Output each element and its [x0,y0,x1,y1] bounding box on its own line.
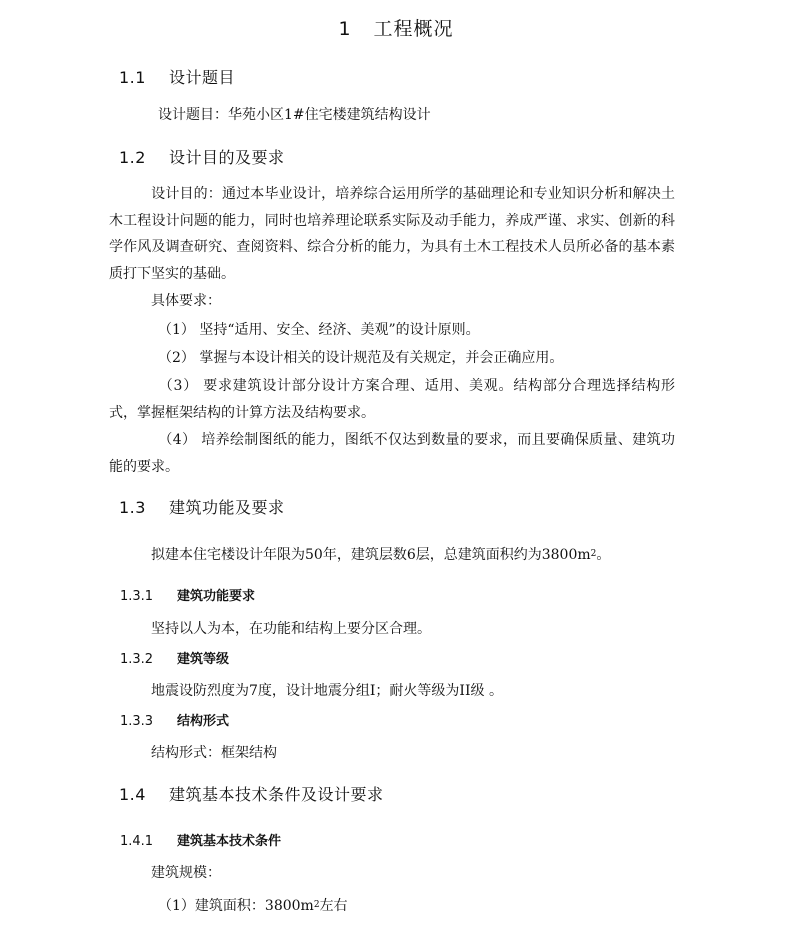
subsection-number: 1.3.1 [120,589,154,604]
building-function-text [151,543,610,567]
building-area-text [158,894,348,918]
area-unit: m [300,898,314,914]
area-unit-superscript: 2 [590,549,597,559]
subsection-1-3-2-heading [120,648,229,667]
subsection-number: 1.4.1 [120,834,154,849]
requirement-item-4-text: （4） 培养绘制图纸的能力，图纸不仅达到数量的要求，而且要确保质量、建筑功能的要求。 [109,432,675,475]
section-title: 建筑基本技术条件及设计要求 [169,785,384,804]
section-title: 设计目的及要求 [169,148,285,167]
building-grade-text: 地震设防烈度为7度，设计地震分组I；耐火等级为II级 。 [151,683,503,699]
sentence-end: 。 [596,547,611,563]
section-1-1-heading [119,65,235,88]
subsection-1-4-1-heading [120,830,281,849]
area-unit-superscript: 2 [313,900,320,910]
design-purpose-paragraph [109,181,675,287]
subsection-1-3-1-heading [120,585,255,604]
structure-form-text: 结构形式：框架结构 [151,745,277,761]
subsection-title: 建筑功能要求 [177,589,256,604]
building-area-prefix: （1）建筑面积：3800 [158,898,301,914]
section-number: 1.3 [119,498,146,517]
building-function-sentence: 拟建本住宅楼设计年限为50年，建筑层数6层，总建筑面积约为3800 [151,547,578,563]
subsection-1-3-3-heading [120,710,229,729]
area-unit: m [577,547,591,563]
function-requirement-text: 坚持以人为本，在功能和结构上要分区合理。 [151,621,431,637]
subsection-number: 1.3.3 [120,714,154,729]
subsection-title: 建筑基本技术条件 [177,834,282,849]
design-topic-text: 设计题目：华苑小区1#住宅楼建筑结构设计 [158,107,431,123]
subsection-title: 建筑等级 [177,652,230,667]
chapter-title-text: 工程概况 [373,18,454,40]
design-purpose-text: 设计目的：通过本毕业设计，培养综合运用所学的基础理论和专业知识分析和解决土木工程设计问题的能力，同时也培养理论联系实际及动手能力，养成严谨、求实、创新的科学作风及调查研究、查阅资料、综合分析的能力，为具有土木工程技术人员所必备的基本素质打下坚实的基础。 [109,186,675,282]
section-1-3-heading [119,495,285,518]
requirement-item-4 [109,427,675,480]
subsection-number: 1.3.2 [120,652,154,667]
section-title: 设计题目 [169,68,236,87]
building-scale-label: 建筑规模： [151,865,221,881]
section-1-4-heading [119,782,384,805]
section-number: 1.4 [119,785,146,804]
section-number: 1.2 [119,148,146,167]
building-area-suffix: 左右 [319,898,348,914]
subsection-title: 结构形式 [177,714,230,729]
section-1-2-heading [119,145,285,168]
requirement-item-3 [109,373,675,426]
section-number: 1.1 [119,68,146,87]
chapter-number: 1 [338,18,352,40]
requirement-item-2: （2） 掌握与本设计相关的设计规范及有关规定，并会正确应用。 [158,350,564,366]
section-title: 建筑功能及要求 [169,498,285,517]
requirement-item-3-text: （3） 要求建筑设计部分设计方案合理、适用、美观。结构部分合理选择结构形式，掌握框架结构的计算方法及结构要求。 [109,378,675,421]
requirements-label: 具体要求： [151,293,221,309]
requirement-item-1: （1） 坚持“适用、安全、经济、美观”的设计原则。 [158,322,480,338]
chapter-title [0,14,792,41]
